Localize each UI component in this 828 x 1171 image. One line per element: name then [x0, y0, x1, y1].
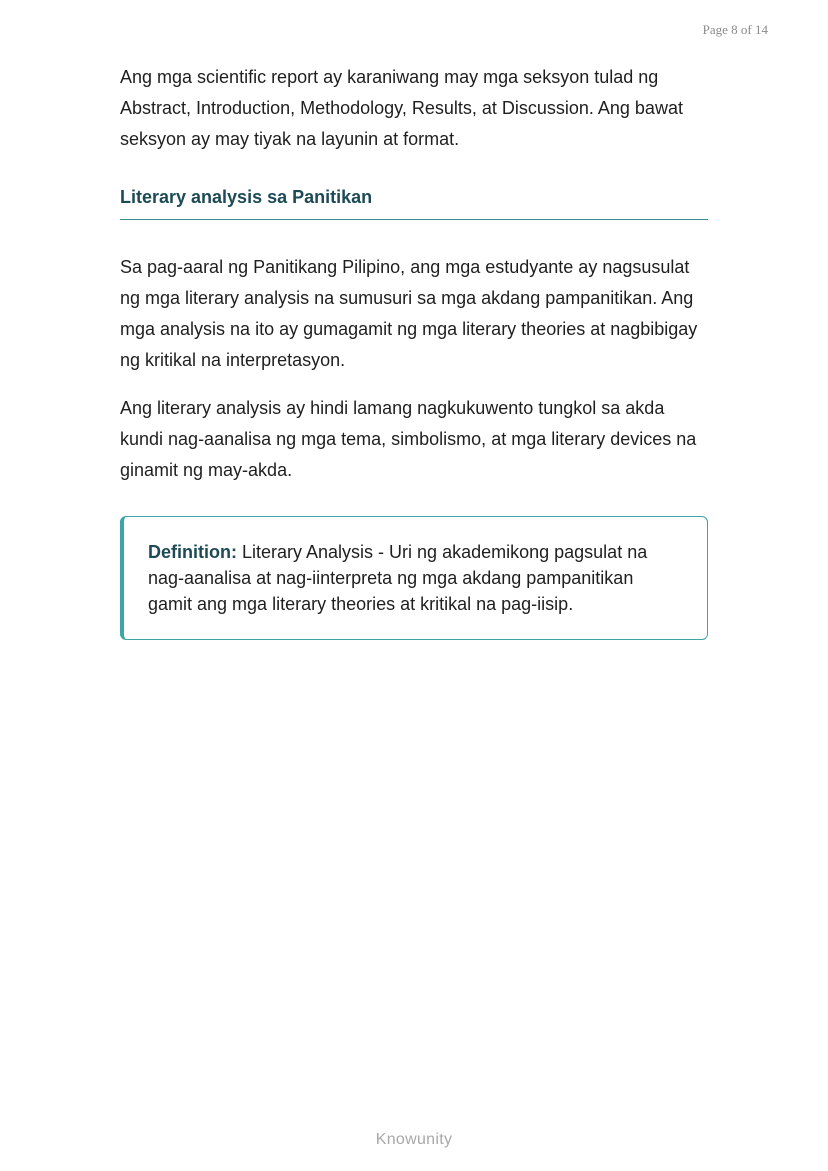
definition-label: Definition: [148, 542, 237, 562]
section-heading: Literary analysis sa Panitikan [120, 185, 708, 220]
document-content [120, 62, 708, 640]
page-number: Page 8 of 14 [702, 22, 768, 37]
section-paragraph: Sa pag-aaral ng Panitikang Pilipino, ang mga estudyante ay nagsusulat ng mga literary analysis na sumusuri sa mga akdang pampanitikan. Ang mga analysis na ito ay gumagamit ng mga literary theories at nagbibigay ng kritikal na interpretasyon. [120, 257, 698, 370]
definition-box [120, 516, 708, 640]
definition-text [148, 539, 681, 617]
section-body [120, 252, 708, 486]
definition-body: Literary Analysis - Uri ng akademikong pagsulat na nag-aanalisa at nag-iinterpreta ng mga akdang pampanitikan gamit ang mga literary theories at kritikal na pag-iisip. [148, 542, 648, 614]
intro-paragraph: Ang mga scientific report ay karaniwang may mga seksyon tulad ng Abstract, Introduction, Methodology, Results, at Discussion. Ang bawat seksyon ay may tiyak na layunin at format. [120, 67, 683, 149]
footer-brand: Knowunity [375, 1131, 453, 1148]
section-paragraph: Ang literary analysis ay hindi lamang nagkukuwento tungkol sa akda kundi nag-aanalisa ng mga tema, simbolismo, at mga literary devices na ginamit ng may-akda. [120, 398, 697, 480]
